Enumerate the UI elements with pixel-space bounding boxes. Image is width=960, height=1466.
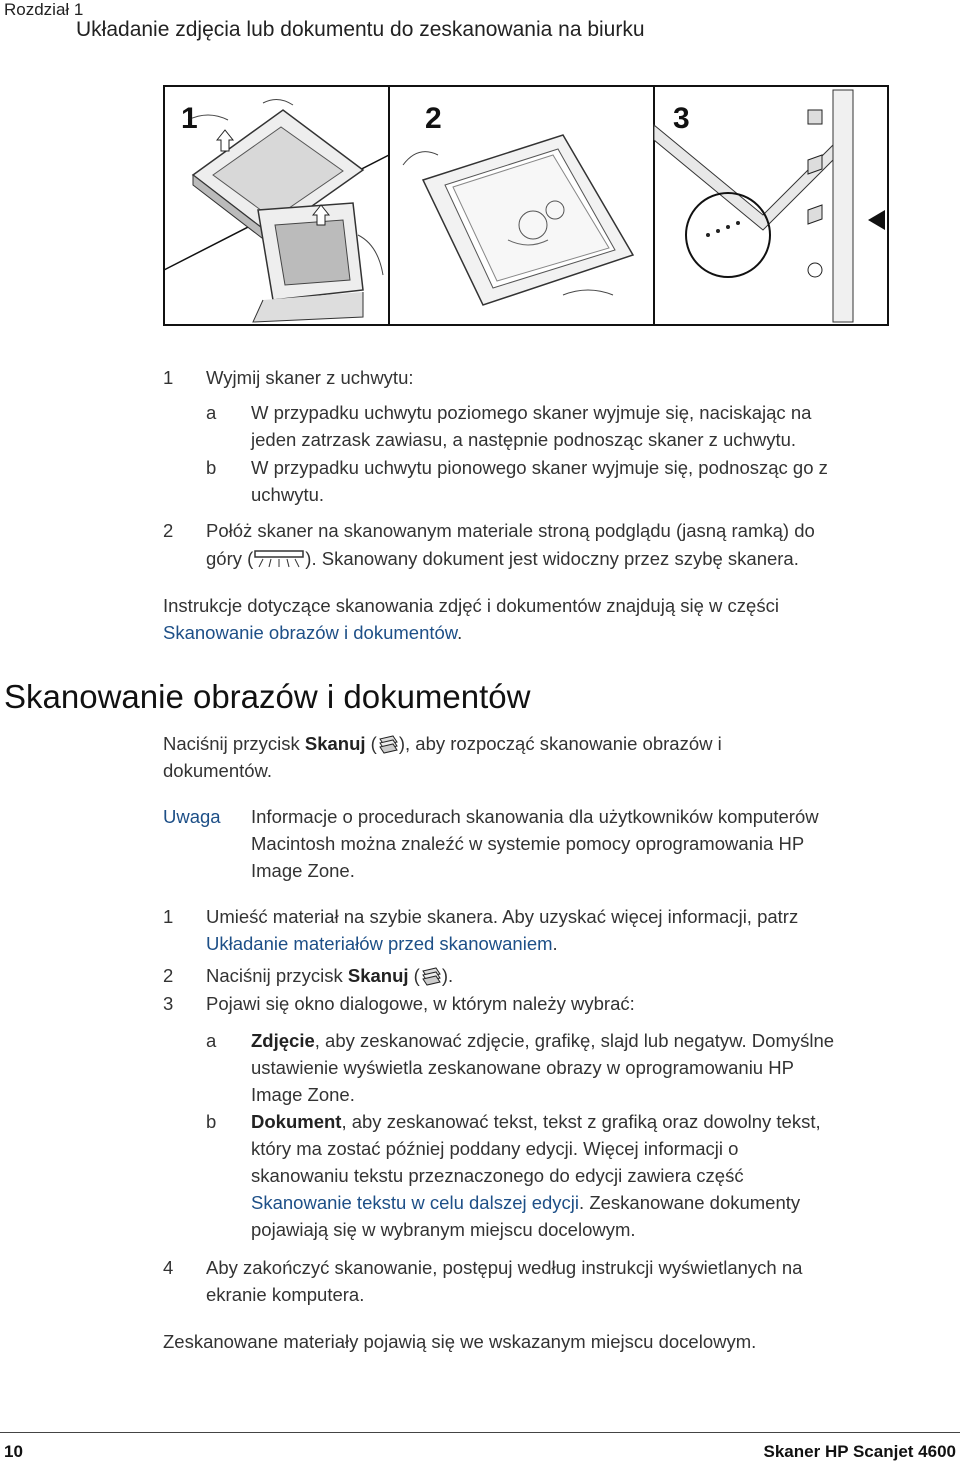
scan-step-3b-line2: który ma zostać później poddany edycji. Więcej informacji o: [251, 1138, 739, 1159]
note-line1: Informacje o procedurach skanowania dla użytkowników komputerów: [251, 806, 819, 827]
scan-button-icon-2: [420, 966, 442, 993]
note-line2: Macintosh można znaleźć w systemie pomocy oprogramowania HP: [251, 833, 805, 854]
scan-step-3a-letter: a: [206, 1030, 217, 1051]
product-name: Skaner HP Scanjet 4600: [763, 1442, 956, 1461]
instructions-line1: Instrukcje dotyczące skanowania zdjęć i dokumentów znajdują się w części: [163, 595, 779, 616]
scan-step-1-number: 1: [163, 906, 174, 927]
scan-step-3b-letter: b: [206, 1111, 217, 1132]
section-intro-c: ), aby rozpocząć skanowanie obrazów i: [398, 733, 722, 754]
step-1b-line1: W przypadku uchwytu pionowego skaner wyjmuje się, podnosząc go z: [251, 457, 828, 478]
scan-step-2-text: [206, 962, 453, 993]
scan-step-3b-line1: [251, 1108, 821, 1135]
scan-step-3b-line4-after: . Zeskanowane dokumenty: [579, 1192, 801, 1213]
panel-label-2: 2: [425, 102, 442, 135]
scan-step-2-c: ).: [441, 965, 454, 986]
step-2-line1: Połóż skaner na skanowanym materiale stroną podglądu (jasną ramką) do: [206, 520, 815, 541]
link-placing-materials[interactable]: Układanie materiałów przed skanowaniem: [206, 933, 553, 954]
scan-button-icon: [377, 734, 399, 761]
section-intro-b: (: [365, 733, 377, 754]
scan-step-4-line1: Aby zakończyć skanowanie, postępuj według instrukcji wyświetlanych na: [206, 1257, 803, 1278]
step-1a-letter: a: [206, 402, 217, 423]
step-1-number: 1: [163, 367, 174, 388]
section-intro-bold: Skanuj: [304, 733, 366, 754]
step-1a-line2: jeden zatrzask zawiasu, a następnie podnosząc skaner z uchwytu.: [251, 429, 797, 450]
step-1a-line1: W przypadku uchwytu poziomego skaner wyjmuje się, naciskając na: [251, 402, 812, 423]
scan-step-3a-line1: [251, 1027, 834, 1054]
page-number: 10: [4, 1442, 23, 1461]
scan-step-3a-line2: ustawienie wyświetla zeskanowane obrazy w oprogramowaniu HP: [251, 1057, 794, 1078]
scanner-illustration: [163, 85, 889, 326]
scan-step-3b-line1-text: , aby zeskanować tekst, tekst z grafiką oraz dowolny tekst,: [341, 1111, 821, 1132]
scan-step-3a-line1-text: , aby zeskanować zdjęcie, grafikę, slajd lub negatyw. Domyślne: [314, 1030, 835, 1051]
scan-step-4-number: 4: [163, 1257, 174, 1278]
note-line3: Image Zone.: [251, 860, 355, 881]
scan-step-3a-line3: Image Zone.: [251, 1084, 355, 1105]
section-heading: Skanowanie obrazów i dokumentów: [4, 678, 531, 715]
step-2-number: 2: [163, 520, 174, 541]
scan-step-3-number: 3: [163, 993, 174, 1014]
section-intro-line2: dokumentów.: [163, 760, 273, 781]
step-2-line2-b: ). Skanowany dokument jest widoczny przez szybę skanera.: [305, 548, 799, 569]
instructions-period: .: [457, 622, 463, 643]
scan-step-2-bold: Skanuj: [347, 965, 409, 986]
step-2-line2: [206, 545, 799, 576]
closing-text: Zeskanowane materiały pojawią się we wskazanym miejscu docelowym.: [163, 1331, 757, 1352]
scanner-illustration-svg: [163, 85, 889, 326]
panel-label-3: 3: [673, 102, 690, 135]
chapter-label: Rozdział 1: [4, 0, 84, 19]
scan-step-3-text: Pojawi się okno dialogowe, w którym należy wybrać:: [206, 993, 635, 1014]
scan-step-1-period: .: [552, 933, 558, 954]
scan-step-4-line2: ekranie komputera.: [206, 1284, 365, 1305]
step-2-line2-a: góry (: [206, 548, 254, 569]
scan-step-1-line1: Umieść materiał na szybie skanera. Aby uzyskać więcej informacji, patrz: [206, 906, 799, 927]
step-1-text: Wyjmij skaner z uchwytu:: [206, 367, 414, 388]
preview-side-icon: [253, 549, 305, 576]
link-scanning-text-editing[interactable]: Skanowanie tekstu w celu dalszej edycji: [251, 1192, 580, 1213]
step-1b-letter: b: [206, 457, 217, 478]
scan-step-1-line2: [206, 930, 558, 957]
scan-step-2-a: Naciśnij przycisk: [206, 965, 348, 986]
panel-label-1: 1: [181, 102, 198, 135]
scan-step-3b-line4: [251, 1189, 800, 1216]
footer-divider: [0, 1432, 960, 1433]
option-photo: Zdjęcie: [251, 1030, 315, 1051]
instructions-line2: [163, 619, 462, 646]
link-scanning-images-documents[interactable]: Skanowanie obrazów i dokumentów: [163, 622, 458, 643]
scan-step-2-number: 2: [163, 965, 174, 986]
chapter-subtitle: Układanie zdjęcia lub dokumentu do zeskanowania na biurku: [76, 18, 645, 41]
section-intro-a: Naciśnij przycisk: [163, 733, 305, 754]
note-label: Uwaga: [163, 806, 221, 827]
scan-step-3b-line3: skanowaniu tekstu przeznaczonego do edycji zawiera część: [251, 1165, 744, 1186]
scan-step-3b-line5: pojawiają się w wybranym miejscu docelowym.: [251, 1219, 636, 1240]
step-1b-line2: uchwytu.: [251, 484, 325, 505]
scan-step-2-b: (: [408, 965, 420, 986]
option-document: Dokument: [251, 1111, 342, 1132]
